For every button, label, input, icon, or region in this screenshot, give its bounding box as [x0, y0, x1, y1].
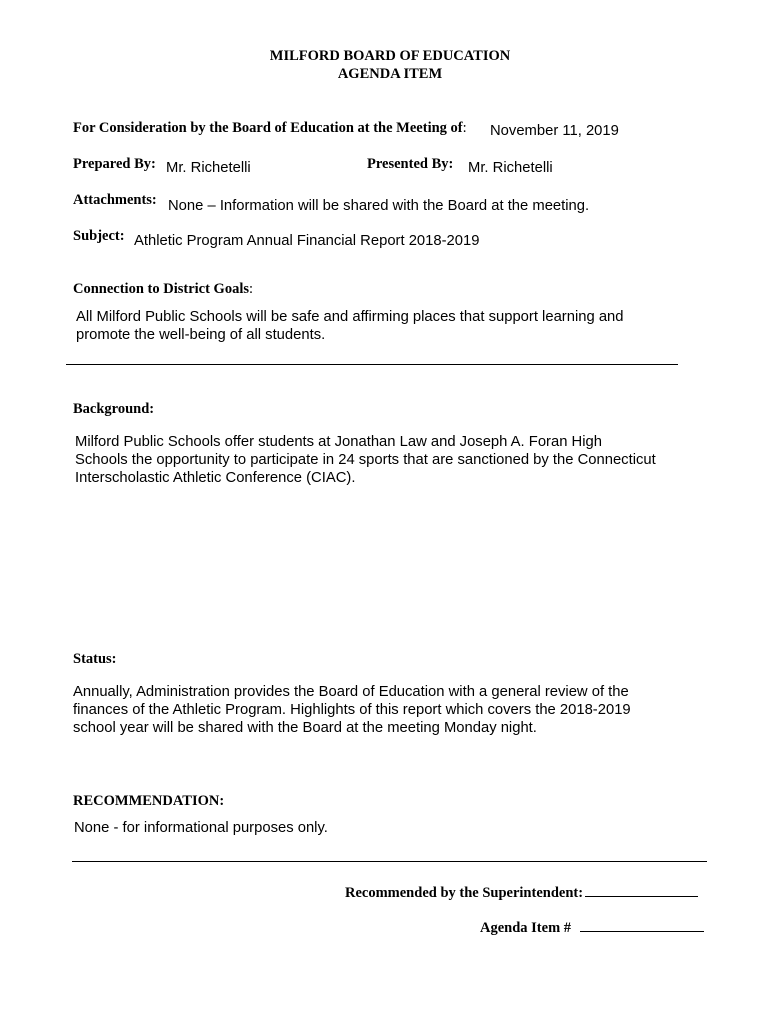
presented-by-field[interactable]: Mr. Richetelli — [468, 160, 553, 176]
agenda-item-label: Agenda Item # — [480, 920, 572, 936]
background-line-1: Milford Public Schools offer students at Jonathan Law and Joseph A. Foran High — [75, 434, 602, 450]
attachments-field[interactable]: None – Information will be shared with the Board at the meeting. — [168, 198, 590, 214]
superintendent-label: Recommended by the Superintendent: — [345, 885, 584, 901]
status-label: Status: — [73, 651, 117, 667]
background-label: Background: — [73, 401, 155, 417]
meeting-label — [73, 120, 467, 137]
background-line-3: Interscholastic Athletic Conference (CIAC). — [75, 470, 356, 486]
agenda-item-number — [480, 917, 704, 937]
superintendent-signature-line[interactable] — [585, 882, 698, 897]
status-line-1: Annually, Administration provides the Board of Education with a general review of the — [73, 684, 629, 700]
recommendation-label: RECOMMENDATION: — [73, 793, 225, 809]
district-goals-label — [73, 281, 253, 298]
district-goals-line-2: promote the well-being of all students. — [76, 327, 326, 343]
attachments-label: Attachments: — [73, 192, 157, 208]
meeting-date-field[interactable]: November 11, 2019 — [490, 123, 619, 139]
subject-label: Subject: — [73, 228, 125, 244]
superintendent-signature — [345, 882, 698, 902]
agenda-item-line[interactable] — [580, 917, 704, 932]
prepared-by-field[interactable]: Mr. Richetelli — [166, 160, 251, 176]
prepared-by-label: Prepared By: — [73, 156, 156, 172]
district-goals-label-text: Connection to District Goals — [73, 281, 249, 297]
meeting-label-text: For Consideration by the Board of Education at the Meeting of — [73, 120, 463, 136]
section-divider — [66, 364, 678, 365]
footer-divider — [72, 861, 707, 862]
document-subtitle: AGENDA ITEM — [337, 66, 443, 82]
subject-field[interactable]: Athletic Program Annual Financial Report 2018-2019 — [134, 233, 480, 249]
district-goals-line-1: All Milford Public Schools will be safe and affirming places that support learning and — [76, 309, 624, 325]
background-line-2: Schools the opportunity to participate in 24 sports that are sanctioned by the Connecticut — [75, 452, 656, 468]
presented-by-label: Presented By: — [367, 156, 454, 172]
status-line-3: school year will be shared with the Board at the meeting Monday night. — [73, 720, 537, 736]
district-goals-label-colon: : — [249, 281, 254, 297]
document-title: MILFORD BOARD OF EDUCATION — [269, 48, 511, 64]
status-line-2: finances of the Athletic Program. Highlights of this report which covers the 2018-2019 — [73, 702, 631, 718]
meeting-label-colon: : — [462, 120, 467, 136]
recommendation-text: None - for informational purposes only. — [74, 820, 328, 836]
